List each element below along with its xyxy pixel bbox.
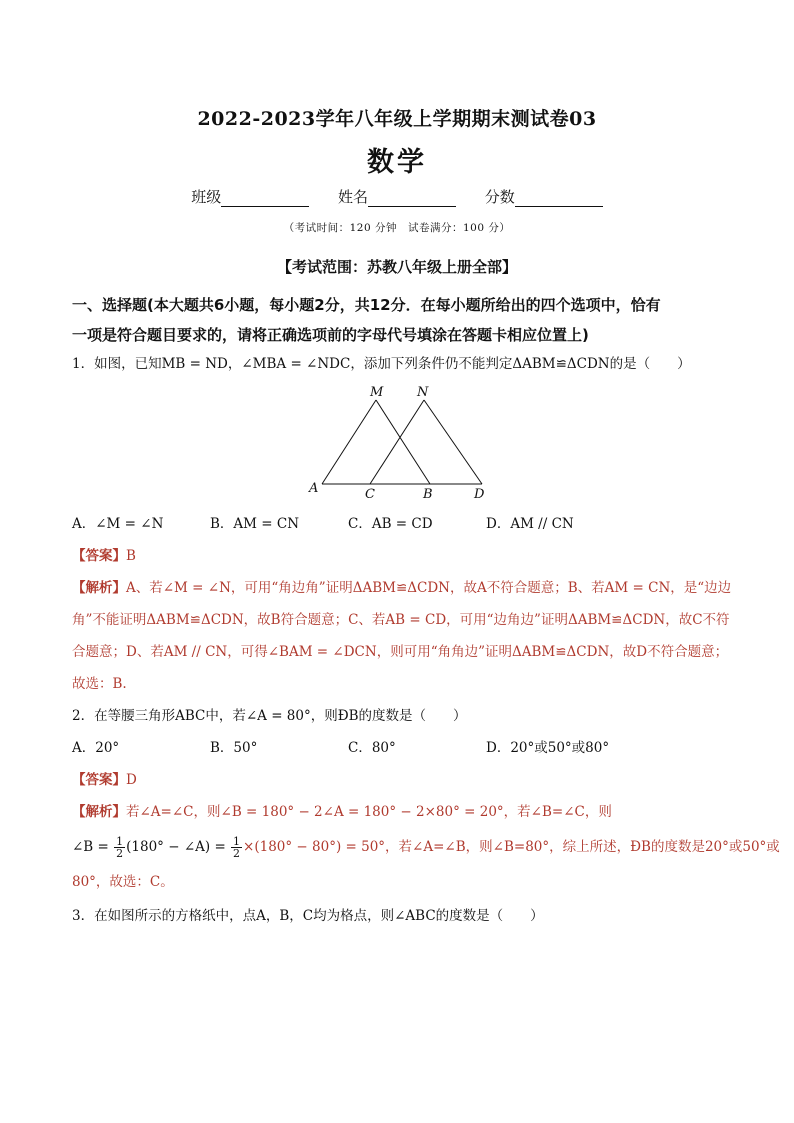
q2-analysis-line3: 80°，故选：C。 xyxy=(72,874,174,890)
exam-scope: 【考试范围：苏教八年级上册全部】 xyxy=(276,258,517,276)
name-blank xyxy=(368,190,456,207)
q1-analysis-line2: 角”不能证明ΔABM≌ΔCDN，故B符合题意；C、若AB = CD，可用“边角边”证明ΔABM≌ΔCDN，故C不符 xyxy=(72,612,730,628)
q2-analysis-label: 【解析】 xyxy=(72,804,126,820)
q2-options xyxy=(72,738,732,758)
q1-stem: 1．如图，已知MB = ND，∠MBA = ∠NDC，添加下列条件仍不能判定ΔABM≌ΔCDN的是（ ） xyxy=(72,356,691,372)
q1-option-d: D．AM // CN xyxy=(486,516,574,532)
q2-fraction-2-num: 1 xyxy=(233,835,241,848)
q2-analysis-text1: 若∠A=∠C，则∠B = 180° − 2∠A = 180° − 2×80° = 20°，若∠B=∠C，则 xyxy=(126,804,612,820)
label-b: B xyxy=(423,487,433,502)
name-field xyxy=(338,186,456,207)
section-heading xyxy=(72,290,727,350)
label-c: C xyxy=(365,487,375,502)
label-m: M xyxy=(370,385,384,400)
q2-option-c: C．80° xyxy=(348,740,396,756)
q2-option-b: B．50° xyxy=(210,740,258,756)
q2-analysis-mid: (180° − ∠A) = xyxy=(126,839,226,855)
q2-fraction-1 xyxy=(114,836,125,859)
q2-analysis-pre: ∠B = xyxy=(72,839,109,855)
section-heading-line2: 一项是符合题目要求的，请将正确选项前的字母代号填涂在答题卡相应位置上) xyxy=(72,326,589,344)
q1-answer-label: 【答案】 xyxy=(72,548,126,564)
segment-nd xyxy=(424,400,482,484)
q2-option-a: A．20° xyxy=(72,740,120,756)
q1-triangle-figure xyxy=(300,382,500,504)
q2-analysis-post: ×(180° − 80°) = 50°，若∠A=∠B，则∠B=80°，综上所述，ÐB的度数是20°或50°或 xyxy=(243,839,780,855)
exam-note: （考试时间：120 分钟 试卷满分：100 分） xyxy=(283,222,511,234)
q1-answer-value: B xyxy=(126,548,136,564)
q1-option-a: A．∠M = ∠N xyxy=(72,516,164,532)
q1-analysis-label: 【解析】 xyxy=(72,580,126,596)
class-blank xyxy=(221,190,309,207)
q1-analysis-line3: 合题意；D、若AM // CN，可得∠BAM = ∠DCN，则可用“角角边”证明ΔABM≌ΔCDN，故D不符合题意； xyxy=(72,644,729,660)
q2-answer-value: D xyxy=(126,772,137,788)
q1-analysis-line4: 故选：B. xyxy=(72,676,127,692)
q1-option-b: B．AM = CN xyxy=(210,516,300,532)
q1-analysis-text1: A、若∠M = ∠N，可用“角边角”证明ΔABM≌ΔCDN，故A不符合题意；B、若AM = CN，是“边边 xyxy=(126,580,732,596)
exam-title: 2022-2023学年八年级上学期期末测试卷03 xyxy=(197,108,597,130)
student-info-row xyxy=(0,186,794,207)
label-a: A xyxy=(309,481,319,496)
score-blank xyxy=(515,190,603,207)
q3-stem: 3．在如图所示的方格纸中，点A，B，C均为格点，则∠ABC的度数是（ ） xyxy=(72,908,544,924)
score-label: 分数 xyxy=(484,188,515,206)
segment-cn xyxy=(370,400,424,484)
q2-fraction-2-den: 2 xyxy=(233,847,241,860)
subject-title: 数学 xyxy=(367,147,427,178)
q2-analysis-line1 xyxy=(72,802,732,822)
q1-analysis-line1 xyxy=(72,578,732,598)
q2-answer-label: 【答案】 xyxy=(72,772,126,788)
q1-options xyxy=(72,514,732,534)
segment-am xyxy=(322,400,376,484)
q1-option-c: C．AB = CD xyxy=(348,516,433,532)
q2-fraction-1-num: 1 xyxy=(116,835,124,848)
q2-answer xyxy=(72,770,732,790)
q2-option-d: D．20°或50°或80° xyxy=(486,740,610,756)
q1-answer xyxy=(72,546,732,566)
q2-fraction-2 xyxy=(231,836,242,859)
q2-fraction-1-den: 2 xyxy=(116,847,124,860)
section-heading-line1: 一、选择题(本大题共6小题，每小题2分，共12分．在每小题所给出的四个选项中，恰有 xyxy=(72,296,661,314)
q2-analysis-line2 xyxy=(72,834,780,860)
class-label: 班级 xyxy=(191,188,222,206)
name-label: 姓名 xyxy=(337,188,368,206)
label-n: N xyxy=(417,385,429,400)
q2-stem: 2．在等腰三角形ABC中，若∠A = 80°，则ÐB的度数是（ ） xyxy=(72,708,467,724)
score-field xyxy=(485,186,603,207)
class-field xyxy=(191,186,309,207)
label-d: D xyxy=(474,487,485,502)
segment-mb xyxy=(376,400,430,484)
